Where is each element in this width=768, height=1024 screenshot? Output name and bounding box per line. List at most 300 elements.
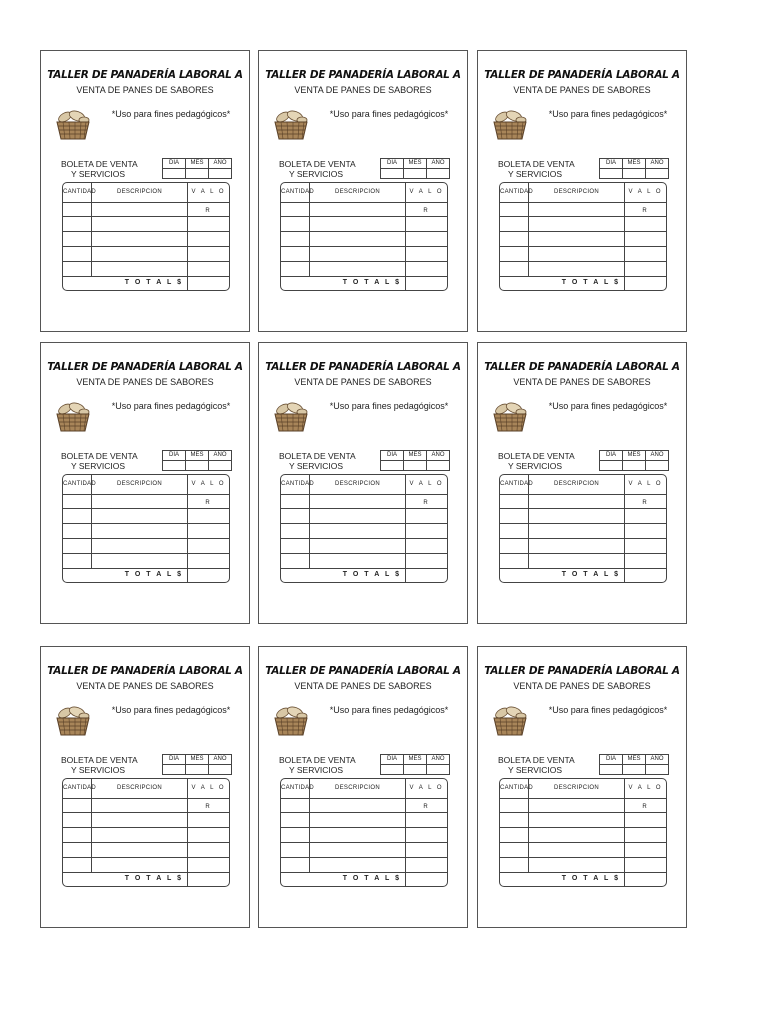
table-row xyxy=(500,524,666,539)
table-row xyxy=(63,232,229,247)
valor-cell[interactable] xyxy=(406,858,447,872)
table-row xyxy=(281,843,447,858)
cantidad-cell[interactable] xyxy=(63,202,92,216)
total-label: T O T A L $ xyxy=(63,275,188,290)
descripcion-cell[interactable] xyxy=(92,217,188,231)
cantidad-cell[interactable] xyxy=(63,217,92,231)
valor-cell[interactable] xyxy=(406,554,447,568)
cantidad-cell[interactable] xyxy=(500,524,529,538)
table-row xyxy=(500,509,666,524)
pedagogic-note: *Uso para fines pedagógicos* xyxy=(111,109,231,119)
receipt-subtitle: VENTA DE PANES DE SABORES xyxy=(513,681,651,691)
cantidad-cell[interactable] xyxy=(281,494,310,508)
valor-cell[interactable] xyxy=(625,232,666,246)
descripcion-cell[interactable] xyxy=(529,554,625,568)
header-cantidad: CANTIDAD xyxy=(500,183,529,202)
valor-cell[interactable] xyxy=(406,798,447,812)
table-row xyxy=(500,247,666,262)
descripcion-cell[interactable] xyxy=(310,554,406,568)
valor-cell[interactable] xyxy=(625,798,666,812)
total-value-cell[interactable] xyxy=(625,567,666,582)
cantidad-cell[interactable] xyxy=(63,509,92,523)
descripcion-cell[interactable] xyxy=(310,509,406,523)
header-valor: V A L O R xyxy=(409,785,444,810)
boleta-line-2: Y SERVICIOS xyxy=(71,461,126,471)
date-month-field[interactable] xyxy=(623,451,646,470)
cantidad-cell[interactable] xyxy=(281,858,310,872)
descripcion-cell[interactable] xyxy=(92,509,188,523)
date-box xyxy=(599,754,669,775)
cantidad-cell[interactable] xyxy=(281,554,310,568)
table-header xyxy=(63,183,229,214)
table-row xyxy=(500,494,666,509)
descripcion-cell[interactable] xyxy=(529,524,625,538)
date-day-field[interactable] xyxy=(600,451,623,470)
date-month-label: MES xyxy=(404,755,426,765)
cantidad-cell[interactable] xyxy=(63,232,92,246)
receipt-card xyxy=(258,342,468,624)
table-header xyxy=(500,183,666,214)
date-day-field[interactable] xyxy=(600,755,623,774)
date-box xyxy=(380,450,450,471)
total-value-cell[interactable] xyxy=(625,871,666,886)
date-day-label: DIA xyxy=(600,755,622,765)
date-year-label: AÑO xyxy=(427,451,449,461)
descripcion-cell[interactable] xyxy=(310,494,406,508)
date-day-field[interactable] xyxy=(381,451,404,470)
descripcion-cell[interactable] xyxy=(92,524,188,538)
header-cantidad: CANTIDAD xyxy=(281,183,310,202)
valor-cell[interactable] xyxy=(406,843,447,857)
items-table xyxy=(280,778,448,887)
table-row xyxy=(281,494,447,509)
total-value-cell[interactable] xyxy=(188,871,229,886)
date-month-label: MES xyxy=(186,159,208,169)
date-day-label: DIA xyxy=(600,451,622,461)
header-cantidad: CANTIDAD xyxy=(500,475,529,494)
cantidad-cell[interactable] xyxy=(63,494,92,508)
table-row xyxy=(281,798,447,813)
total-row xyxy=(63,871,229,886)
total-label: T O T A L $ xyxy=(63,567,188,582)
valor-cell[interactable] xyxy=(625,843,666,857)
receipt-subtitle: VENTA DE PANES DE SABORES xyxy=(76,681,214,691)
descripcion-cell[interactable] xyxy=(92,539,188,553)
date-year-field[interactable] xyxy=(427,159,449,178)
valor-cell[interactable] xyxy=(406,217,447,231)
boleta-line-1: BOLETA DE VENTA xyxy=(279,451,356,461)
total-value-cell[interactable] xyxy=(406,871,447,886)
valor-cell[interactable] xyxy=(188,202,229,216)
valor-cell[interactable] xyxy=(188,858,229,872)
pedagogic-note: *Uso para fines pedagógicos* xyxy=(548,401,668,411)
date-year-label: AÑO xyxy=(427,755,449,765)
receipt-subtitle: VENTA DE PANES DE SABORES xyxy=(513,85,651,95)
cantidad-cell[interactable] xyxy=(63,858,92,872)
header-valor: V A L O R xyxy=(628,481,663,506)
valor-cell[interactable] xyxy=(188,494,229,508)
date-day-label: DIA xyxy=(163,159,185,169)
descripcion-cell[interactable] xyxy=(310,262,406,276)
valor-cell[interactable] xyxy=(625,828,666,842)
valor-cell[interactable] xyxy=(188,509,229,523)
header-descripcion: DESCRIPCION xyxy=(529,183,625,202)
valor-cell[interactable] xyxy=(188,828,229,842)
date-day-field[interactable] xyxy=(163,159,186,178)
valor-cell[interactable] xyxy=(406,813,447,827)
valor-cell[interactable] xyxy=(625,524,666,538)
date-day-field[interactable] xyxy=(381,159,404,178)
cantidad-cell[interactable] xyxy=(63,843,92,857)
total-row xyxy=(281,567,447,582)
cantidad-cell[interactable] xyxy=(63,524,92,538)
header-descripcion: DESCRIPCION xyxy=(92,779,188,798)
header-descripcion: DESCRIPCION xyxy=(92,475,188,494)
pedagogic-note: *Uso para fines pedagógicos* xyxy=(548,705,668,715)
table-row xyxy=(63,494,229,509)
total-row xyxy=(281,275,447,290)
cantidad-cell[interactable] xyxy=(281,539,310,553)
date-day-label: DIA xyxy=(381,451,403,461)
descripcion-cell[interactable] xyxy=(529,843,625,857)
descripcion-cell[interactable] xyxy=(529,828,625,842)
descripcion-cell[interactable] xyxy=(92,813,188,827)
boleta-line-1: BOLETA DE VENTA xyxy=(498,755,575,765)
descripcion-cell[interactable] xyxy=(529,202,625,216)
cantidad-cell[interactable] xyxy=(500,494,529,508)
cantidad-cell[interactable] xyxy=(281,828,310,842)
items-table xyxy=(280,182,448,291)
valor-cell[interactable] xyxy=(625,539,666,553)
cantidad-cell[interactable] xyxy=(500,202,529,216)
date-month-field[interactable] xyxy=(186,755,209,774)
items-table xyxy=(280,474,448,583)
descripcion-cell[interactable] xyxy=(310,247,406,261)
date-year-field[interactable] xyxy=(209,755,231,774)
table-row xyxy=(281,202,447,217)
valor-cell[interactable] xyxy=(625,494,666,508)
total-label: T O T A L $ xyxy=(281,275,406,290)
cantidad-cell[interactable] xyxy=(281,262,310,276)
cantidad-cell[interactable] xyxy=(63,828,92,842)
header-valor: V A L O R xyxy=(191,189,226,214)
receipt-title: TALLER DE PANADERÍA LABORAL A xyxy=(265,69,461,81)
date-year-field[interactable] xyxy=(646,451,668,470)
boleta-line-2: Y SERVICIOS xyxy=(289,169,344,179)
valor-cell[interactable] xyxy=(406,509,447,523)
cantidad-cell[interactable] xyxy=(500,813,529,827)
valor-cell[interactable] xyxy=(188,554,229,568)
date-day-label: DIA xyxy=(600,159,622,169)
cantidad-cell[interactable] xyxy=(500,217,529,231)
boleta-line-2: Y SERVICIOS xyxy=(289,765,344,775)
table-row xyxy=(281,232,447,247)
descripcion-cell[interactable] xyxy=(529,217,625,231)
valor-cell[interactable] xyxy=(625,554,666,568)
date-month-field[interactable] xyxy=(404,755,427,774)
valor-cell[interactable] xyxy=(625,509,666,523)
descripcion-cell[interactable] xyxy=(310,843,406,857)
valor-cell[interactable] xyxy=(625,247,666,261)
valor-cell[interactable] xyxy=(188,217,229,231)
cantidad-cell[interactable] xyxy=(281,247,310,261)
total-row xyxy=(63,275,229,290)
date-box xyxy=(162,158,232,179)
cantidad-cell[interactable] xyxy=(500,554,529,568)
valor-cell[interactable] xyxy=(406,262,447,276)
table-header xyxy=(500,475,666,506)
cantidad-cell[interactable] xyxy=(281,202,310,216)
receipt-card xyxy=(40,342,250,624)
table-row xyxy=(63,247,229,262)
boleta-label xyxy=(279,451,356,471)
valor-cell[interactable] xyxy=(625,202,666,216)
total-value-cell[interactable] xyxy=(406,567,447,582)
table-header xyxy=(500,779,666,810)
valor-cell[interactable] xyxy=(188,843,229,857)
valor-cell[interactable] xyxy=(188,798,229,812)
descripcion-cell[interactable] xyxy=(92,554,188,568)
date-month-field[interactable] xyxy=(623,755,646,774)
descripcion-cell[interactable] xyxy=(310,828,406,842)
header-valor: V A L O R xyxy=(191,785,226,810)
items-table xyxy=(62,474,230,583)
bread-basket-icon xyxy=(53,107,93,141)
date-month-label: MES xyxy=(623,451,645,461)
cantidad-cell[interactable] xyxy=(500,539,529,553)
date-month-field[interactable] xyxy=(404,159,427,178)
valor-cell[interactable] xyxy=(188,524,229,538)
descripcion-cell[interactable] xyxy=(529,247,625,261)
table-row xyxy=(500,539,666,554)
total-value-cell[interactable] xyxy=(406,275,447,290)
descripcion-cell[interactable] xyxy=(92,828,188,842)
total-value-cell[interactable] xyxy=(625,275,666,290)
receipt-title: TALLER DE PANADERÍA LABORAL A xyxy=(265,665,461,677)
valor-cell[interactable] xyxy=(406,494,447,508)
cantidad-cell[interactable] xyxy=(63,554,92,568)
cantidad-cell[interactable] xyxy=(63,247,92,261)
boleta-line-2: Y SERVICIOS xyxy=(508,461,563,471)
date-day-label: DIA xyxy=(163,755,185,765)
date-month-field[interactable] xyxy=(623,159,646,178)
valor-cell[interactable] xyxy=(188,247,229,261)
descripcion-cell[interactable] xyxy=(529,262,625,276)
date-box xyxy=(599,450,669,471)
descripcion-cell[interactable] xyxy=(310,539,406,553)
cantidad-cell[interactable] xyxy=(63,813,92,827)
table-header xyxy=(63,475,229,506)
bread-basket-icon xyxy=(490,107,530,141)
cantidad-cell[interactable] xyxy=(500,262,529,276)
descripcion-cell[interactable] xyxy=(529,494,625,508)
items-table xyxy=(499,474,667,583)
valor-cell[interactable] xyxy=(406,247,447,261)
pedagogic-note: *Uso para fines pedagógicos* xyxy=(548,109,668,119)
descripcion-cell[interactable] xyxy=(92,843,188,857)
descripcion-cell[interactable] xyxy=(92,262,188,276)
header-descripcion: DESCRIPCION xyxy=(310,475,406,494)
date-year-field[interactable] xyxy=(427,451,449,470)
date-day-field[interactable] xyxy=(381,755,404,774)
valor-cell[interactable] xyxy=(625,813,666,827)
descripcion-cell[interactable] xyxy=(310,232,406,246)
total-value-cell[interactable] xyxy=(188,275,229,290)
valor-cell[interactable] xyxy=(625,262,666,276)
total-label: T O T A L $ xyxy=(500,567,625,582)
table-row xyxy=(63,524,229,539)
header-valor: V A L O R xyxy=(628,785,663,810)
boleta-label xyxy=(498,755,575,775)
total-row xyxy=(500,871,666,886)
table-row xyxy=(281,813,447,828)
header-descripcion: DESCRIPCION xyxy=(92,183,188,202)
valor-cell[interactable] xyxy=(406,232,447,246)
boleta-line-2: Y SERVICIOS xyxy=(71,169,126,179)
date-month-label: MES xyxy=(623,755,645,765)
receipt-card xyxy=(477,342,687,624)
table-header xyxy=(281,779,447,810)
date-year-field[interactable] xyxy=(427,755,449,774)
cantidad-cell[interactable] xyxy=(500,247,529,261)
total-label: T O T A L $ xyxy=(63,871,188,886)
table-row xyxy=(500,232,666,247)
cantidad-cell[interactable] xyxy=(63,262,92,276)
receipt-subtitle: VENTA DE PANES DE SABORES xyxy=(294,377,432,387)
date-year-label: AÑO xyxy=(209,755,231,765)
descripcion-cell[interactable] xyxy=(529,798,625,812)
header-cantidad: CANTIDAD xyxy=(63,779,92,798)
descripcion-cell[interactable] xyxy=(310,524,406,538)
date-day-label: DIA xyxy=(381,755,403,765)
cantidad-cell[interactable] xyxy=(63,539,92,553)
cantidad-cell[interactable] xyxy=(500,843,529,857)
pedagogic-note: *Uso para fines pedagógicos* xyxy=(111,401,231,411)
cantidad-cell[interactable] xyxy=(63,798,92,812)
boleta-line-1: BOLETA DE VENTA xyxy=(279,755,356,765)
descripcion-cell[interactable] xyxy=(529,509,625,523)
date-year-field[interactable] xyxy=(646,755,668,774)
cantidad-cell[interactable] xyxy=(281,798,310,812)
header-descripcion: DESCRIPCION xyxy=(310,183,406,202)
table-header xyxy=(281,183,447,214)
header-descripcion: DESCRIPCION xyxy=(529,475,625,494)
date-month-field[interactable] xyxy=(186,159,209,178)
cantidad-cell[interactable] xyxy=(500,798,529,812)
boleta-line-2: Y SERVICIOS xyxy=(508,765,563,775)
cantidad-cell[interactable] xyxy=(500,509,529,523)
descripcion-cell[interactable] xyxy=(92,247,188,261)
cantidad-cell[interactable] xyxy=(281,217,310,231)
cantidad-cell[interactable] xyxy=(500,232,529,246)
total-value-cell[interactable] xyxy=(188,567,229,582)
boleta-line-2: Y SERVICIOS xyxy=(289,461,344,471)
receipt-title: TALLER DE PANADERÍA LABORAL A xyxy=(47,665,243,677)
descripcion-cell[interactable] xyxy=(529,813,625,827)
descripcion-cell[interactable] xyxy=(529,539,625,553)
cantidad-cell[interactable] xyxy=(281,524,310,538)
cantidad-cell[interactable] xyxy=(281,232,310,246)
date-year-field[interactable] xyxy=(209,451,231,470)
header-cantidad: CANTIDAD xyxy=(281,779,310,798)
items-table xyxy=(499,182,667,291)
descripcion-cell[interactable] xyxy=(92,494,188,508)
descripcion-cell[interactable] xyxy=(310,813,406,827)
descripcion-cell[interactable] xyxy=(310,202,406,216)
cantidad-cell[interactable] xyxy=(281,843,310,857)
table-row xyxy=(281,509,447,524)
valor-cell[interactable] xyxy=(625,858,666,872)
date-day-field[interactable] xyxy=(163,755,186,774)
date-month-label: MES xyxy=(404,451,426,461)
valor-cell[interactable] xyxy=(625,217,666,231)
date-month-label: MES xyxy=(623,159,645,169)
boleta-label xyxy=(61,451,138,471)
receipt-title: TALLER DE PANADERÍA LABORAL A xyxy=(47,361,243,373)
cantidad-cell[interactable] xyxy=(500,858,529,872)
cantidad-cell[interactable] xyxy=(281,813,310,827)
date-day-field[interactable] xyxy=(600,159,623,178)
table-row xyxy=(63,843,229,858)
items-table xyxy=(499,778,667,887)
valor-cell[interactable] xyxy=(406,539,447,553)
date-year-field[interactable] xyxy=(646,159,668,178)
total-label: T O T A L $ xyxy=(281,871,406,886)
table-row xyxy=(500,217,666,232)
valor-cell[interactable] xyxy=(188,813,229,827)
bread-basket-icon xyxy=(53,703,93,737)
valor-cell[interactable] xyxy=(188,262,229,276)
valor-cell[interactable] xyxy=(188,232,229,246)
table-row xyxy=(500,843,666,858)
descripcion-cell[interactable] xyxy=(92,232,188,246)
valor-cell[interactable] xyxy=(406,828,447,842)
valor-cell[interactable] xyxy=(188,539,229,553)
date-month-label: MES xyxy=(186,451,208,461)
descripcion-cell[interactable] xyxy=(310,798,406,812)
header-valor: V A L O R xyxy=(409,189,444,214)
descripcion-cell[interactable] xyxy=(310,858,406,872)
header-descripcion: DESCRIPCION xyxy=(529,779,625,798)
total-row xyxy=(63,567,229,582)
pedagogic-note: *Uso para fines pedagógicos* xyxy=(329,109,449,119)
cantidad-cell[interactable] xyxy=(500,828,529,842)
receipt-subtitle: VENTA DE PANES DE SABORES xyxy=(76,377,214,387)
valor-cell[interactable] xyxy=(406,202,447,216)
date-month-field[interactable] xyxy=(404,451,427,470)
descripcion-cell[interactable] xyxy=(92,858,188,872)
items-table xyxy=(62,778,230,887)
descripcion-cell[interactable] xyxy=(92,798,188,812)
descripcion-cell[interactable] xyxy=(92,202,188,216)
boleta-line-1: BOLETA DE VENTA xyxy=(498,451,575,461)
header-descripcion: DESCRIPCION xyxy=(310,779,406,798)
receipt-card xyxy=(258,50,468,332)
descripcion-cell[interactable] xyxy=(529,858,625,872)
receipt-subtitle: VENTA DE PANES DE SABORES xyxy=(513,377,651,387)
date-year-field[interactable] xyxy=(209,159,231,178)
date-box xyxy=(599,158,669,179)
date-day-field[interactable] xyxy=(163,451,186,470)
descripcion-cell[interactable] xyxy=(310,217,406,231)
date-month-field[interactable] xyxy=(186,451,209,470)
valor-cell[interactable] xyxy=(406,524,447,538)
cantidad-cell[interactable] xyxy=(281,509,310,523)
receipt-card xyxy=(477,646,687,928)
table-row xyxy=(500,798,666,813)
bread-basket-icon xyxy=(271,107,311,141)
descripcion-cell[interactable] xyxy=(529,232,625,246)
